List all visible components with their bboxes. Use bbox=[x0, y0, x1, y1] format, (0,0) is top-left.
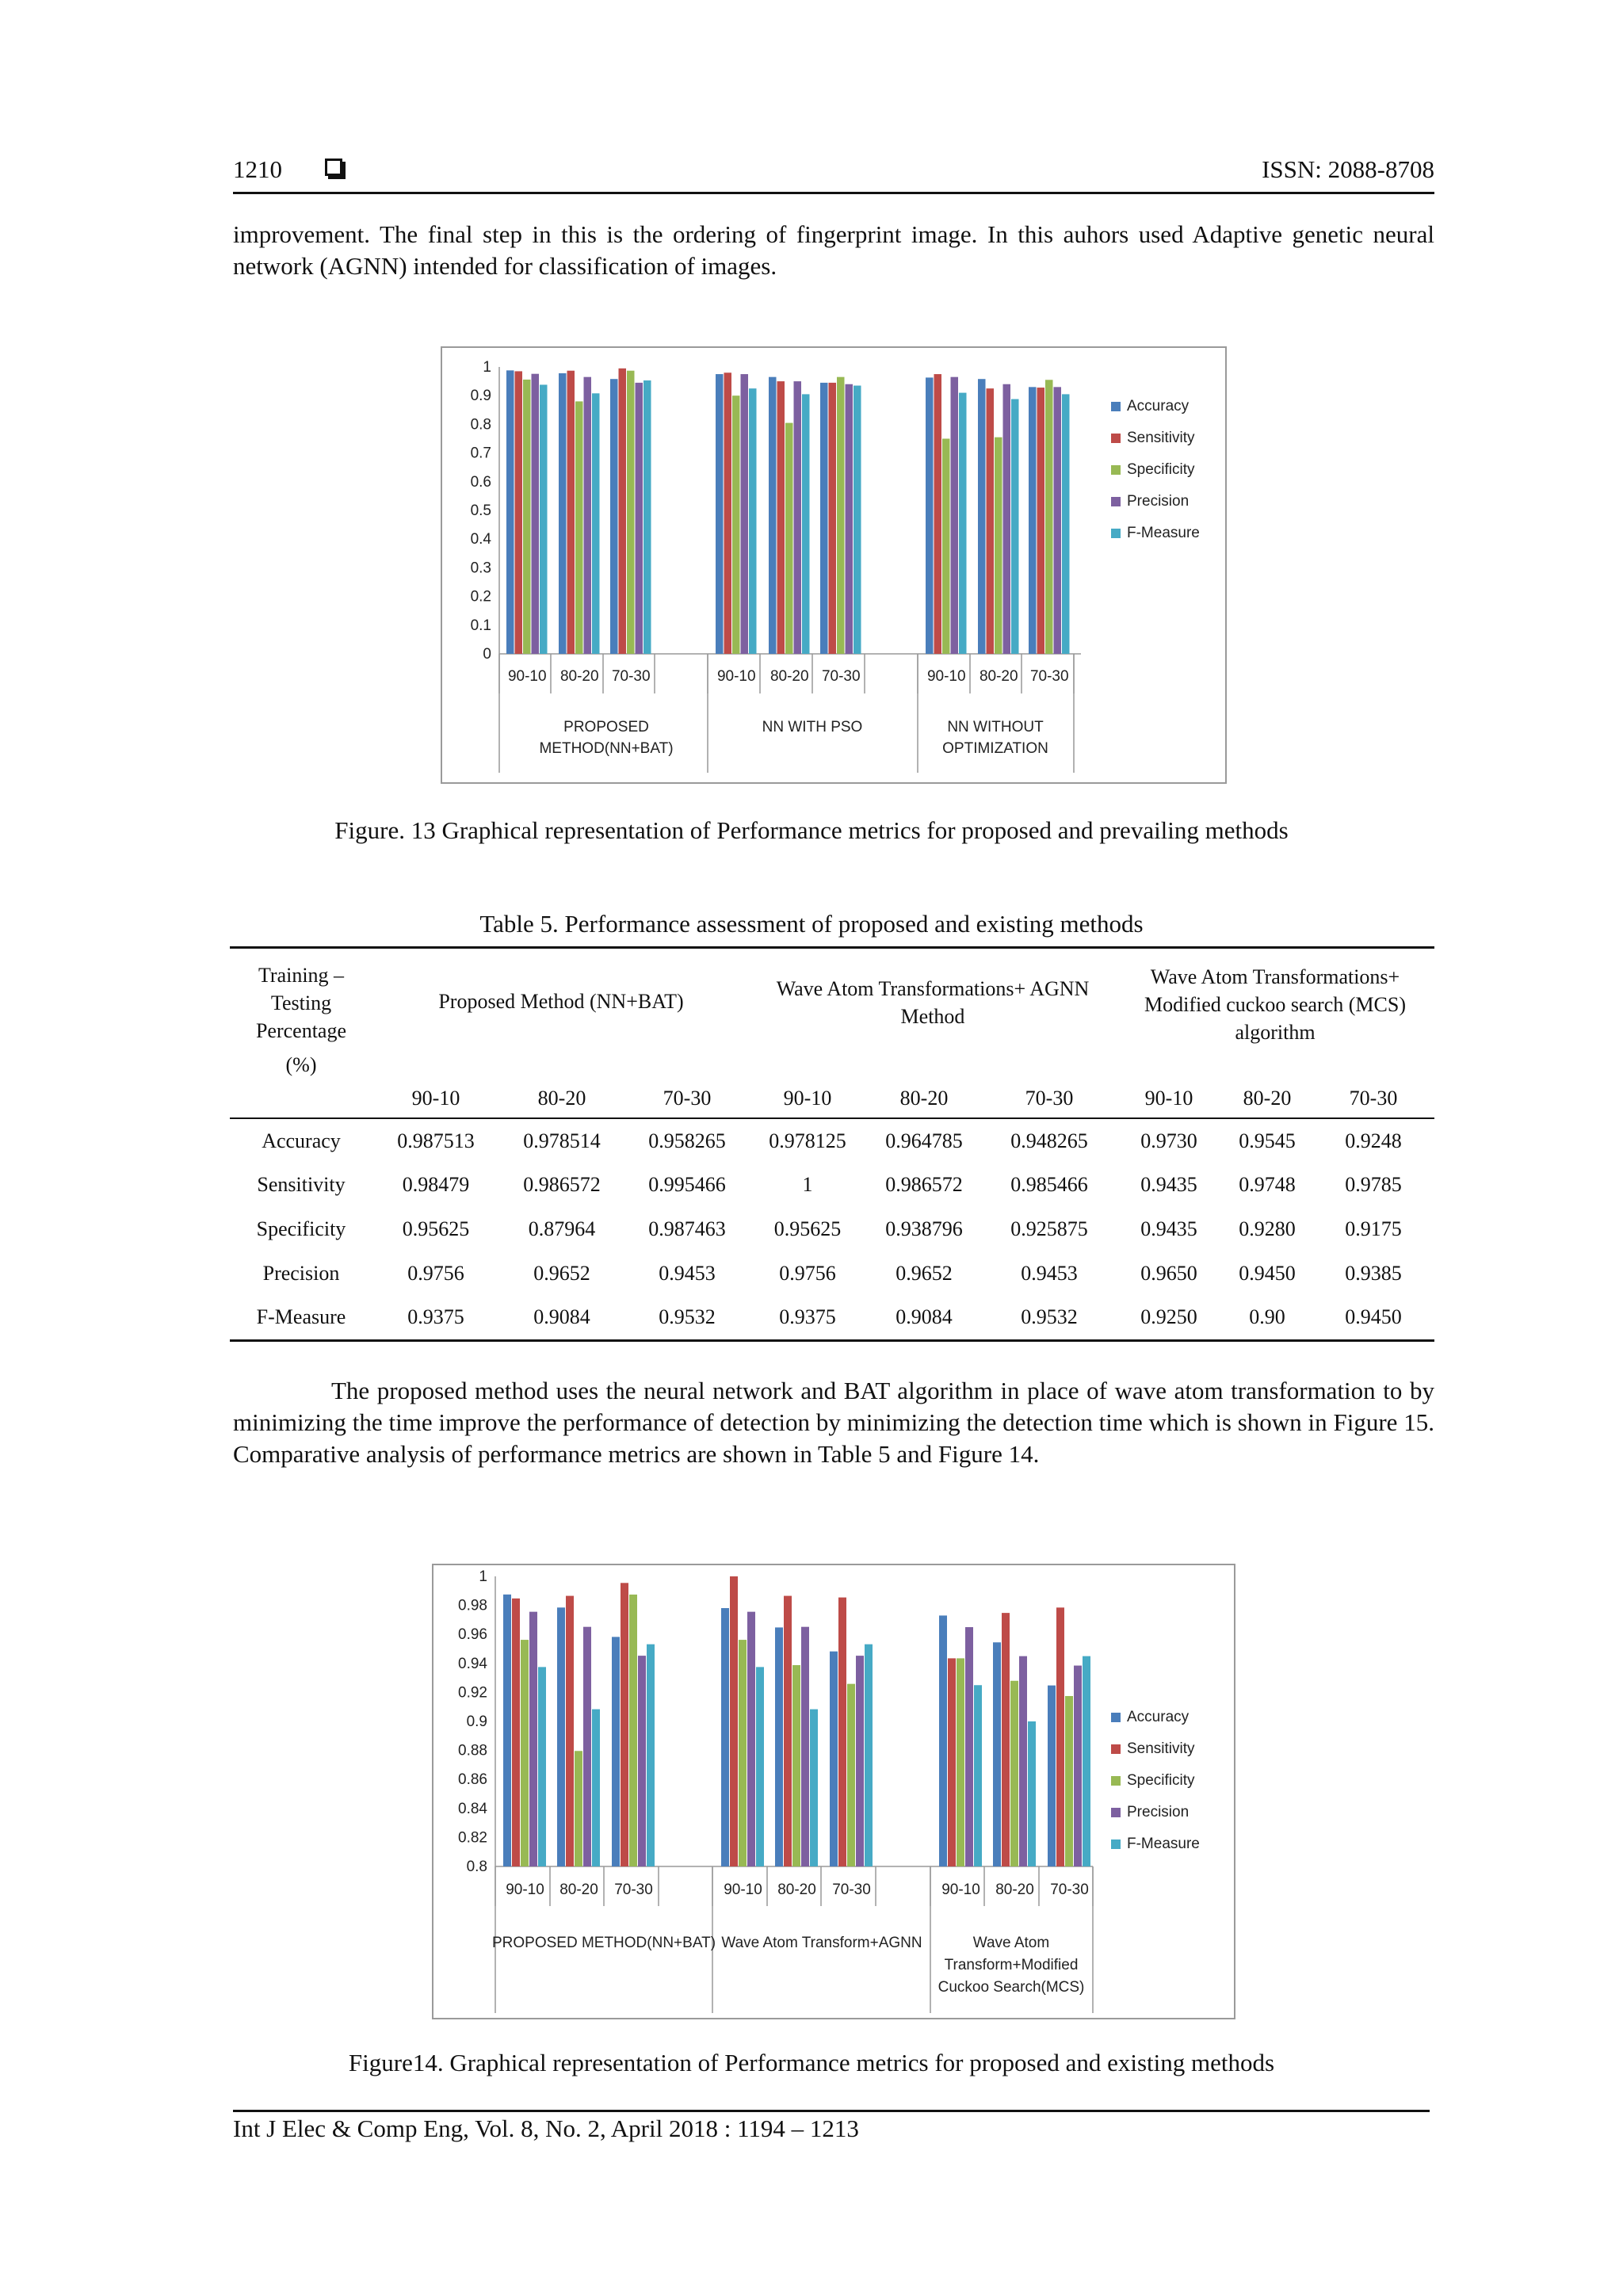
bar-specificity bbox=[792, 1665, 800, 1866]
page-header bbox=[233, 155, 1434, 195]
figure-14 bbox=[432, 1564, 1235, 2019]
x-group-label: Transform+Modified bbox=[944, 1957, 1079, 1973]
bar-specificity bbox=[627, 371, 635, 654]
table-cell: 0.948265 bbox=[1010, 1129, 1088, 1152]
table-cell: 0.9084 bbox=[533, 1305, 590, 1329]
table-cell: 0.9435 bbox=[1140, 1217, 1197, 1240]
table-cell: 0.9730 bbox=[1140, 1129, 1197, 1152]
bar-precision bbox=[856, 1656, 864, 1866]
row-label: Accuracy bbox=[262, 1129, 341, 1152]
x-group-label: METHOD(NN+BAT) bbox=[539, 740, 674, 757]
legend-swatch bbox=[1111, 1744, 1121, 1754]
bar-accuracy bbox=[721, 1608, 729, 1866]
bar-fmeasure bbox=[1062, 394, 1070, 654]
x-category-label: 70-30 bbox=[821, 668, 861, 685]
x-category-label: 80-20 bbox=[995, 1881, 1034, 1898]
legend-label: Precision bbox=[1127, 493, 1190, 510]
row-label: Specificity bbox=[256, 1217, 346, 1240]
bar-accuracy bbox=[610, 379, 618, 654]
bar-sensitivity bbox=[1056, 1607, 1064, 1866]
bar-specificity bbox=[732, 395, 740, 654]
corner-line-2: Testing bbox=[270, 991, 332, 1014]
legend-label: Sensitivity bbox=[1127, 1740, 1195, 1757]
bar-fmeasure bbox=[538, 1667, 546, 1866]
bar-accuracy bbox=[506, 370, 514, 654]
table-cell: 0.9453 bbox=[1021, 1262, 1078, 1285]
y-tick-label: 0.98 bbox=[458, 1597, 487, 1614]
bar-accuracy bbox=[716, 374, 724, 654]
bar-accuracy bbox=[775, 1627, 783, 1866]
table-row bbox=[230, 1251, 1434, 1296]
table-cell: 0.9652 bbox=[533, 1262, 590, 1285]
x-group-label: Wave Atom Transform+AGNN bbox=[721, 1935, 922, 1951]
table-cell: 0.9748 bbox=[1239, 1173, 1296, 1196]
legend-swatch bbox=[1111, 1808, 1121, 1817]
table-cell: 0.9175 bbox=[1345, 1217, 1402, 1240]
x-category-label: 80-20 bbox=[559, 1881, 598, 1898]
legend-swatch bbox=[1111, 434, 1121, 443]
bar-precision bbox=[583, 1627, 591, 1866]
x-category-label: 70-30 bbox=[1029, 668, 1069, 685]
table-cell: 0.958265 bbox=[648, 1129, 726, 1152]
row-label: Precision bbox=[262, 1262, 340, 1285]
table-cell: 0.986572 bbox=[523, 1173, 601, 1196]
page-number: 1210 bbox=[233, 155, 282, 183]
table-cell: 0.964785 bbox=[885, 1129, 963, 1152]
table-cell: 0.9385 bbox=[1345, 1262, 1402, 1285]
bar-accuracy bbox=[993, 1642, 1001, 1866]
table-cell: 0.985466 bbox=[1010, 1173, 1088, 1196]
corner-line-1: Training – bbox=[258, 964, 345, 987]
table-cell: 0.9435 bbox=[1140, 1173, 1197, 1196]
bar-sensitivity bbox=[619, 369, 627, 654]
x-group-label: Wave Atom bbox=[972, 1935, 1050, 1951]
bar-fmeasure bbox=[854, 386, 861, 654]
bar-precision bbox=[741, 374, 749, 654]
legend-swatch bbox=[1111, 1776, 1121, 1786]
bar-fmeasure bbox=[1083, 1656, 1090, 1866]
table-row bbox=[230, 1296, 1434, 1340]
corner-line-3: Percentage bbox=[255, 1019, 347, 1042]
bar-specificity bbox=[575, 1751, 582, 1866]
table-cell: 0.925875 bbox=[1010, 1217, 1088, 1240]
legend-label: Precision bbox=[1127, 1804, 1190, 1820]
bar-precision bbox=[951, 377, 959, 654]
legend-swatch bbox=[1111, 1713, 1121, 1722]
x-group-label: OPTIMIZATION bbox=[942, 740, 1048, 757]
table-cell: 0.9650 bbox=[1140, 1262, 1197, 1285]
table-5-grid bbox=[230, 946, 1434, 1342]
bar-precision bbox=[747, 1612, 755, 1866]
bar-precision bbox=[636, 383, 643, 654]
bar-specificity bbox=[942, 439, 950, 655]
bar-fmeasure bbox=[802, 394, 810, 654]
table-cell: 1 bbox=[802, 1173, 813, 1196]
split-header: 70-30 bbox=[1349, 1086, 1398, 1110]
table-cell: 0.9250 bbox=[1140, 1305, 1197, 1329]
bar-accuracy bbox=[1029, 387, 1037, 654]
x-category-label: 90-10 bbox=[506, 1881, 544, 1898]
bar-fmeasure bbox=[810, 1710, 818, 1866]
bar-fmeasure bbox=[756, 1667, 764, 1866]
x-category-label: 90-10 bbox=[724, 1881, 762, 1898]
legend-label: Specificity bbox=[1127, 461, 1195, 478]
legend-swatch bbox=[1111, 1839, 1121, 1849]
bar-sensitivity bbox=[621, 1583, 628, 1866]
split-header: 80-20 bbox=[537, 1086, 586, 1110]
y-tick-label: 0.7 bbox=[470, 445, 491, 462]
table-cell: 0.9375 bbox=[407, 1305, 464, 1329]
bar-sensitivity bbox=[948, 1658, 956, 1866]
table-row bbox=[230, 1118, 1434, 1163]
bar-precision bbox=[638, 1656, 646, 1866]
bar-specificity bbox=[847, 1684, 855, 1866]
table-cell: 0.9450 bbox=[1239, 1262, 1296, 1285]
bar-specificity bbox=[995, 437, 1002, 654]
legend-swatch bbox=[1111, 529, 1121, 538]
table-cell: 0.986572 bbox=[885, 1173, 963, 1196]
bar-fmeasure bbox=[974, 1685, 982, 1866]
bar-precision bbox=[584, 377, 592, 654]
split-header: 70-30 bbox=[1025, 1086, 1074, 1110]
bar-fmeasure bbox=[959, 393, 967, 654]
bar-sensitivity bbox=[784, 1596, 792, 1866]
x-category-label: 80-20 bbox=[979, 668, 1018, 685]
bar-sensitivity bbox=[1037, 388, 1045, 654]
table-row bbox=[230, 1163, 1434, 1207]
bar-fmeasure bbox=[865, 1645, 873, 1866]
x-category-label: 80-20 bbox=[769, 668, 809, 685]
figure-13-chart bbox=[442, 348, 1225, 782]
table-cell: 0.95625 bbox=[773, 1217, 842, 1240]
bar-sensitivity bbox=[934, 374, 942, 654]
issn: ISSN: 2088-8708 bbox=[1262, 155, 1434, 183]
figure-13 bbox=[441, 346, 1227, 784]
legend-label: F-Measure bbox=[1127, 525, 1200, 541]
table-cell: 0.9248 bbox=[1345, 1129, 1402, 1152]
bar-sensitivity bbox=[777, 381, 785, 654]
legend-swatch bbox=[1111, 402, 1121, 411]
table-cell: 0.98479 bbox=[402, 1173, 470, 1196]
bar-precision bbox=[801, 1627, 809, 1866]
corner-line-4: (%) bbox=[285, 1053, 317, 1076]
legend-label: Specificity bbox=[1127, 1772, 1195, 1789]
x-category-label: 80-20 bbox=[777, 1881, 816, 1898]
y-tick-label: 0.92 bbox=[458, 1684, 487, 1702]
table-cell: 0.978125 bbox=[769, 1129, 846, 1152]
bar-precision bbox=[529, 1612, 537, 1866]
table-cell: 0.9545 bbox=[1239, 1129, 1296, 1152]
bar-accuracy bbox=[769, 377, 777, 654]
x-group-label: Cuckoo Search(MCS) bbox=[938, 1979, 1085, 1996]
figure-14-caption: Figure14. Graphical representation of Performance metrics for proposed and existing methods bbox=[348, 2049, 1275, 2076]
table-cell: 0.9375 bbox=[779, 1305, 836, 1329]
y-tick-label: 0.3 bbox=[470, 560, 491, 577]
y-tick-label: 0.5 bbox=[470, 502, 491, 519]
table-row bbox=[230, 1207, 1434, 1251]
table-cell: 0.9084 bbox=[896, 1305, 953, 1329]
bar-specificity bbox=[521, 1640, 529, 1866]
bar-fmeasure bbox=[643, 380, 651, 654]
bar-sensitivity bbox=[987, 388, 995, 654]
bar-precision bbox=[1003, 384, 1011, 654]
y-tick-label: 0.8 bbox=[470, 416, 491, 434]
bar-sensitivity bbox=[567, 371, 575, 654]
table-cell: 0.938796 bbox=[885, 1217, 963, 1240]
bar-accuracy bbox=[926, 377, 934, 654]
x-category-label: 70-30 bbox=[832, 1881, 871, 1898]
bar-specificity bbox=[957, 1658, 964, 1866]
x-group-label: PROPOSED bbox=[563, 719, 649, 735]
table-cell: 0.9280 bbox=[1239, 1217, 1296, 1240]
bar-specificity bbox=[575, 401, 583, 654]
bar-accuracy bbox=[503, 1595, 511, 1866]
paragraph-intro: improvement. The final step in this is the ordering of fingerprint image. In this auhors used Adaptive genetic neural network (AGNN) intended for classification of images. bbox=[233, 220, 1434, 280]
y-tick-label: 0.94 bbox=[458, 1655, 487, 1672]
bar-precision bbox=[965, 1627, 973, 1866]
bar-accuracy bbox=[978, 379, 986, 654]
split-header: 90-10 bbox=[411, 1086, 460, 1110]
table-cell: 0.9756 bbox=[407, 1262, 464, 1285]
figure-14-chart bbox=[433, 1565, 1234, 2018]
table-cell: 0.987463 bbox=[648, 1217, 726, 1240]
group-header-proposed: Proposed Method (NN+BAT) bbox=[438, 990, 684, 1013]
x-category-label: 90-10 bbox=[507, 668, 547, 685]
bar-specificity bbox=[1065, 1696, 1073, 1866]
bar-specificity bbox=[837, 377, 845, 654]
row-label: F-Measure bbox=[256, 1305, 346, 1329]
header-rule bbox=[233, 192, 1434, 194]
x-category-label: 70-30 bbox=[614, 1881, 653, 1898]
bar-sensitivity bbox=[566, 1596, 574, 1866]
bar-sensitivity bbox=[515, 371, 523, 654]
split-header: 90-10 bbox=[1144, 1086, 1193, 1110]
split-header-row bbox=[230, 1079, 1434, 1118]
y-tick-label: 0.86 bbox=[458, 1771, 487, 1789]
table-cell: 0.9652 bbox=[896, 1262, 953, 1285]
table-cell: 0.95625 bbox=[402, 1217, 470, 1240]
bar-sensitivity bbox=[730, 1576, 738, 1866]
footer-citation: Int J Elec & Comp Eng, Vol. 8, No. 2, April 2018 : 1194 – 1213 bbox=[233, 2115, 859, 2142]
bar-fmeasure bbox=[749, 388, 757, 654]
table-cell: 0.87964 bbox=[528, 1217, 596, 1240]
bar-precision bbox=[1019, 1656, 1027, 1866]
y-tick-label: 1 bbox=[479, 1568, 487, 1585]
x-category-label: 90-10 bbox=[926, 668, 966, 685]
x-group-label: NN WITHOUT bbox=[947, 719, 1044, 735]
table-cell: 0.987513 bbox=[397, 1129, 475, 1152]
bar-precision bbox=[1074, 1666, 1082, 1866]
y-tick-label: 0.9 bbox=[470, 388, 491, 405]
figure-13-caption: Figure. 13 Graphical representation of Performance metrics for proposed and prevailing methods bbox=[334, 816, 1289, 844]
bar-precision bbox=[794, 381, 802, 654]
table-cell: 0.9532 bbox=[659, 1305, 716, 1329]
paragraph-analysis: The proposed method uses the neural network and BAT algorithm in place of wave atom transformation to by minimizing the time improve the performance of detection by minimizing the detection time which is shown in Figure 15. Comparative analysis of performance metrics are shown in Table 5 and Figure 14. bbox=[233, 1377, 1434, 1468]
x-group-label: PROPOSED METHOD(NN+BAT) bbox=[491, 1935, 716, 1951]
table-cell: 0.9785 bbox=[1345, 1173, 1402, 1196]
y-tick-label: 0.1 bbox=[470, 617, 491, 634]
bar-accuracy bbox=[820, 383, 828, 654]
y-tick-label: 0.8 bbox=[466, 1859, 487, 1875]
y-tick-label: 0.4 bbox=[470, 531, 491, 548]
bar-fmeasure bbox=[540, 384, 548, 654]
legend-label: Sensitivity bbox=[1127, 430, 1195, 446]
table-cell: 0.995466 bbox=[648, 1173, 726, 1196]
legend-swatch bbox=[1111, 497, 1121, 506]
bar-precision bbox=[1054, 387, 1062, 654]
bar-fmeasure bbox=[647, 1645, 655, 1866]
bar-sensitivity bbox=[512, 1599, 520, 1866]
y-tick-label: 0 bbox=[483, 646, 491, 663]
y-tick-label: 1 bbox=[483, 359, 491, 376]
bar-sensitivity bbox=[724, 372, 732, 654]
y-tick-label: 0.9 bbox=[466, 1713, 487, 1730]
bar-accuracy bbox=[939, 1615, 947, 1866]
x-category-label: 90-10 bbox=[716, 668, 756, 685]
bar-sensitivity bbox=[829, 383, 837, 654]
bar-precision bbox=[532, 374, 540, 654]
table-corner-header bbox=[230, 948, 372, 1079]
legend-label: Accuracy bbox=[1127, 398, 1190, 415]
x-category-label: 70-30 bbox=[1050, 1881, 1089, 1898]
table-cell: 0.9450 bbox=[1345, 1305, 1402, 1329]
split-header: 80-20 bbox=[1243, 1086, 1292, 1110]
bar-fmeasure bbox=[592, 1710, 600, 1866]
bar-specificity bbox=[739, 1640, 747, 1866]
bar-specificity bbox=[1010, 1681, 1018, 1866]
x-group-label: NN WITH PSO bbox=[762, 719, 863, 735]
bar-specificity bbox=[629, 1595, 637, 1866]
bar-specificity bbox=[785, 423, 793, 654]
x-category-label: 80-20 bbox=[559, 668, 599, 685]
bar-sensitivity bbox=[1002, 1613, 1010, 1866]
split-header: 70-30 bbox=[663, 1086, 712, 1110]
group-header-mcs: Wave Atom Transformations+ Modified cuckoo search (MCS) algorithm bbox=[1144, 965, 1406, 1044]
bar-precision bbox=[846, 384, 854, 654]
table-5 bbox=[230, 946, 1434, 1342]
y-tick-label: 0.82 bbox=[458, 1829, 487, 1847]
x-category-label: 90-10 bbox=[941, 1881, 980, 1898]
y-tick-label: 0.2 bbox=[470, 588, 491, 606]
table-cell: 0.9532 bbox=[1021, 1305, 1078, 1329]
square-bullet-icon bbox=[325, 159, 342, 176]
table-cell: 0.978514 bbox=[523, 1129, 601, 1152]
bar-accuracy bbox=[559, 373, 567, 654]
legend-label: Accuracy bbox=[1127, 1709, 1190, 1725]
y-tick-label: 0.84 bbox=[458, 1800, 487, 1817]
legend-label: F-Measure bbox=[1127, 1836, 1200, 1852]
bar-sensitivity bbox=[838, 1598, 846, 1866]
bar-accuracy bbox=[612, 1637, 620, 1866]
bar-accuracy bbox=[1048, 1686, 1056, 1866]
bar-specificity bbox=[1045, 380, 1053, 654]
bar-fmeasure bbox=[592, 393, 600, 654]
bar-accuracy bbox=[830, 1652, 838, 1866]
group-header-agnn: Wave Atom Transformations+ AGNN Method bbox=[776, 977, 1090, 1028]
bar-accuracy bbox=[557, 1607, 565, 1866]
row-label: Sensitivity bbox=[257, 1173, 346, 1196]
x-category-label: 70-30 bbox=[611, 668, 651, 685]
y-tick-label: 0.88 bbox=[458, 1742, 487, 1759]
legend-swatch bbox=[1111, 465, 1121, 475]
table-cell: 0.9756 bbox=[779, 1262, 836, 1285]
y-tick-label: 0.96 bbox=[458, 1626, 487, 1644]
table-cell: 0.9453 bbox=[659, 1262, 716, 1285]
split-header: 90-10 bbox=[783, 1086, 832, 1110]
footer-rule bbox=[233, 2110, 1430, 2112]
bar-specificity bbox=[523, 380, 531, 654]
split-header: 80-20 bbox=[899, 1086, 949, 1110]
table-5-caption: Table 5. Performance assessment of proposed and existing methods bbox=[479, 910, 1144, 938]
bar-fmeasure bbox=[1011, 399, 1019, 654]
y-tick-label: 0.6 bbox=[470, 473, 491, 491]
table-cell: 0.90 bbox=[1249, 1305, 1285, 1329]
bar-fmeasure bbox=[1028, 1721, 1036, 1866]
